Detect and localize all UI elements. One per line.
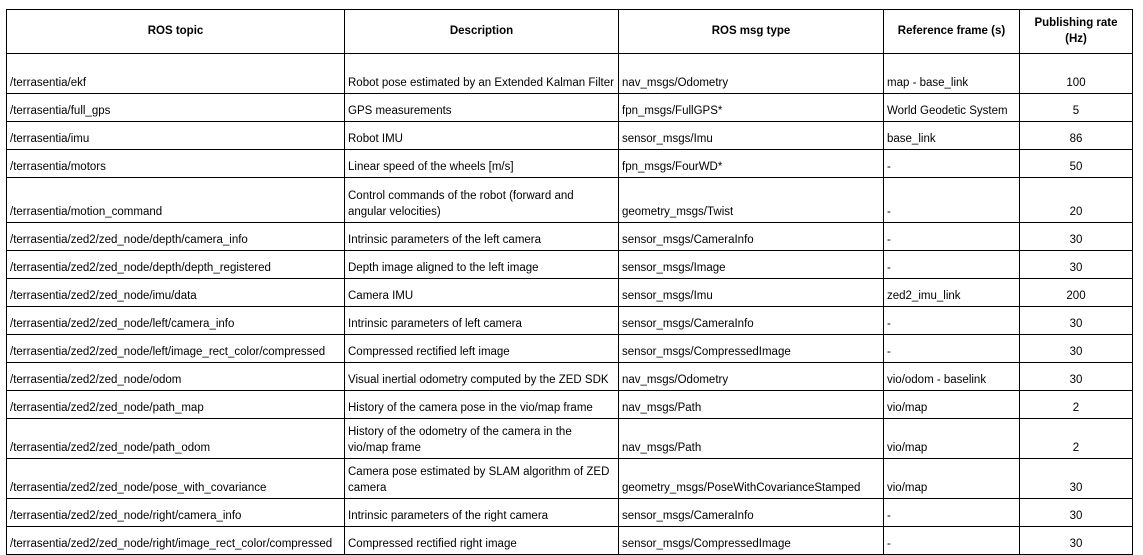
frame-cell: - bbox=[884, 251, 1020, 279]
table-row bbox=[7, 54, 1133, 94]
msg-type-cell: sensor_msgs/CameraInfo bbox=[619, 307, 884, 335]
frame-cell: - bbox=[884, 335, 1020, 363]
description-cell: Robot IMU bbox=[345, 122, 619, 150]
description-cell: GPS measurements bbox=[345, 94, 619, 122]
rate-cell: 30 bbox=[1020, 527, 1133, 555]
topic-cell: /terrasentia/zed2/zed_node/path_odom bbox=[7, 419, 345, 459]
msg-type-cell: nav_msgs/Path bbox=[619, 419, 884, 459]
frame-cell: - bbox=[884, 223, 1020, 251]
table-row bbox=[7, 419, 1133, 459]
topic-cell: /terrasentia/zed2/zed_node/pose_with_covariance bbox=[7, 459, 345, 499]
topic-cell: /terrasentia/full_gps bbox=[7, 94, 345, 122]
frame-cell: - bbox=[884, 307, 1020, 335]
msg-type-cell: nav_msgs/Odometry bbox=[619, 363, 884, 391]
header-ros-topic: ROS topic bbox=[7, 10, 345, 54]
description-cell: Camera IMU bbox=[345, 279, 619, 307]
table-row bbox=[7, 499, 1133, 527]
table-row bbox=[7, 391, 1133, 419]
rate-cell: 30 bbox=[1020, 459, 1133, 499]
msg-type-cell: sensor_msgs/CompressedImage bbox=[619, 335, 884, 363]
header-ros-msg-type: ROS msg type bbox=[619, 10, 884, 54]
msg-type-cell: geometry_msgs/Twist bbox=[619, 178, 884, 223]
description-cell: History of the odometry of the camera in the vio/map frame bbox=[345, 419, 619, 459]
msg-type-cell: geometry_msgs/PoseWithCovarianceStamped bbox=[619, 459, 884, 499]
rate-cell: 30 bbox=[1020, 335, 1133, 363]
table-header bbox=[7, 10, 1133, 54]
description-cell: Intrinsic parameters of left camera bbox=[345, 307, 619, 335]
rate-cell: 30 bbox=[1020, 499, 1133, 527]
header-description: Description bbox=[345, 10, 619, 54]
msg-type-cell: fpn_msgs/FourWD* bbox=[619, 150, 884, 178]
rate-cell: 86 bbox=[1020, 122, 1133, 150]
table-row bbox=[7, 363, 1133, 391]
table-row bbox=[7, 178, 1133, 223]
table-row bbox=[7, 251, 1133, 279]
table-body bbox=[7, 54, 1133, 555]
msg-type-cell: sensor_msgs/CameraInfo bbox=[619, 499, 884, 527]
rate-cell: 30 bbox=[1020, 223, 1133, 251]
topic-cell: /terrasentia/zed2/zed_node/left/camera_info bbox=[7, 307, 345, 335]
rate-cell: 30 bbox=[1020, 363, 1133, 391]
rate-cell: 5 bbox=[1020, 94, 1133, 122]
header-reference-frame: Reference frame (s) bbox=[884, 10, 1020, 54]
frame-cell: vio/map bbox=[884, 419, 1020, 459]
msg-type-cell: nav_msgs/Odometry bbox=[619, 54, 884, 94]
frame-cell: vio/map bbox=[884, 459, 1020, 499]
rate-cell: 2 bbox=[1020, 391, 1133, 419]
table-row bbox=[7, 307, 1133, 335]
topic-cell: /terrasentia/ekf bbox=[7, 54, 345, 94]
topic-cell: /terrasentia/zed2/zed_node/depth/depth_registered bbox=[7, 251, 345, 279]
description-cell: Intrinsic parameters of the left camera bbox=[345, 223, 619, 251]
table-row bbox=[7, 335, 1133, 363]
description-cell: Depth image aligned to the left image bbox=[345, 251, 619, 279]
msg-type-cell: sensor_msgs/Imu bbox=[619, 279, 884, 307]
frame-cell: World Geodetic System bbox=[884, 94, 1020, 122]
topic-cell: /terrasentia/motion_command bbox=[7, 178, 345, 223]
ros-topics-table bbox=[6, 9, 1133, 555]
msg-type-cell: sensor_msgs/Imu bbox=[619, 122, 884, 150]
msg-type-cell: sensor_msgs/CameraInfo bbox=[619, 223, 884, 251]
table-row bbox=[7, 122, 1133, 150]
topic-cell: /terrasentia/zed2/zed_node/depth/camera_info bbox=[7, 223, 345, 251]
description-cell: Robot pose estimated by an Extended Kalman Filter bbox=[345, 54, 619, 94]
table-row bbox=[7, 527, 1133, 555]
frame-cell: - bbox=[884, 150, 1020, 178]
topic-cell: /terrasentia/imu bbox=[7, 122, 345, 150]
table-row bbox=[7, 150, 1133, 178]
description-cell: History of the camera pose in the vio/map frame bbox=[345, 391, 619, 419]
rate-cell: 200 bbox=[1020, 279, 1133, 307]
rate-cell: 30 bbox=[1020, 251, 1133, 279]
frame-cell: vio/map bbox=[884, 391, 1020, 419]
description-cell: Visual inertial odometry computed by the ZED SDK bbox=[345, 363, 619, 391]
description-cell: Linear speed of the wheels [m/s] bbox=[345, 150, 619, 178]
rate-cell: 20 bbox=[1020, 178, 1133, 223]
rate-cell: 30 bbox=[1020, 307, 1133, 335]
frame-cell: base_link bbox=[884, 122, 1020, 150]
table-row bbox=[7, 459, 1133, 499]
frame-cell: zed2_imu_link bbox=[884, 279, 1020, 307]
topic-cell: /terrasentia/zed2/zed_node/path_map bbox=[7, 391, 345, 419]
description-cell: Control commands of the robot (forward and angular velocities) bbox=[345, 178, 619, 223]
table-row bbox=[7, 223, 1133, 251]
topic-cell: /terrasentia/zed2/zed_node/odom bbox=[7, 363, 345, 391]
header-row bbox=[7, 10, 1133, 54]
frame-cell: - bbox=[884, 499, 1020, 527]
msg-type-cell: sensor_msgs/Image bbox=[619, 251, 884, 279]
description-cell: Compressed rectified left image bbox=[345, 335, 619, 363]
topic-cell: /terrasentia/zed2/zed_node/right/image_rect_color/compressed bbox=[7, 527, 345, 555]
description-cell: Camera pose estimated by SLAM algorithm of ZED camera bbox=[345, 459, 619, 499]
topic-cell: /terrasentia/zed2/zed_node/right/camera_info bbox=[7, 499, 345, 527]
frame-cell: - bbox=[884, 527, 1020, 555]
rate-cell: 100 bbox=[1020, 54, 1133, 94]
rate-cell: 50 bbox=[1020, 150, 1133, 178]
msg-type-cell: nav_msgs/Path bbox=[619, 391, 884, 419]
description-cell: Compressed rectified right image bbox=[345, 527, 619, 555]
header-publishing-rate: Publishing rate (Hz) bbox=[1020, 10, 1133, 54]
description-cell: Intrinsic parameters of the right camera bbox=[345, 499, 619, 527]
frame-cell: map - base_link bbox=[884, 54, 1020, 94]
frame-cell: - bbox=[884, 178, 1020, 223]
msg-type-cell: sensor_msgs/CompressedImage bbox=[619, 527, 884, 555]
table-row bbox=[7, 279, 1133, 307]
rate-cell: 2 bbox=[1020, 419, 1133, 459]
topic-cell: /terrasentia/zed2/zed_node/left/image_rect_color/compressed bbox=[7, 335, 345, 363]
frame-cell: vio/odom - baselink bbox=[884, 363, 1020, 391]
table-row bbox=[7, 94, 1133, 122]
topic-cell: /terrasentia/zed2/zed_node/imu/data bbox=[7, 279, 345, 307]
msg-type-cell: fpn_msgs/FullGPS* bbox=[619, 94, 884, 122]
topic-cell: /terrasentia/motors bbox=[7, 150, 345, 178]
